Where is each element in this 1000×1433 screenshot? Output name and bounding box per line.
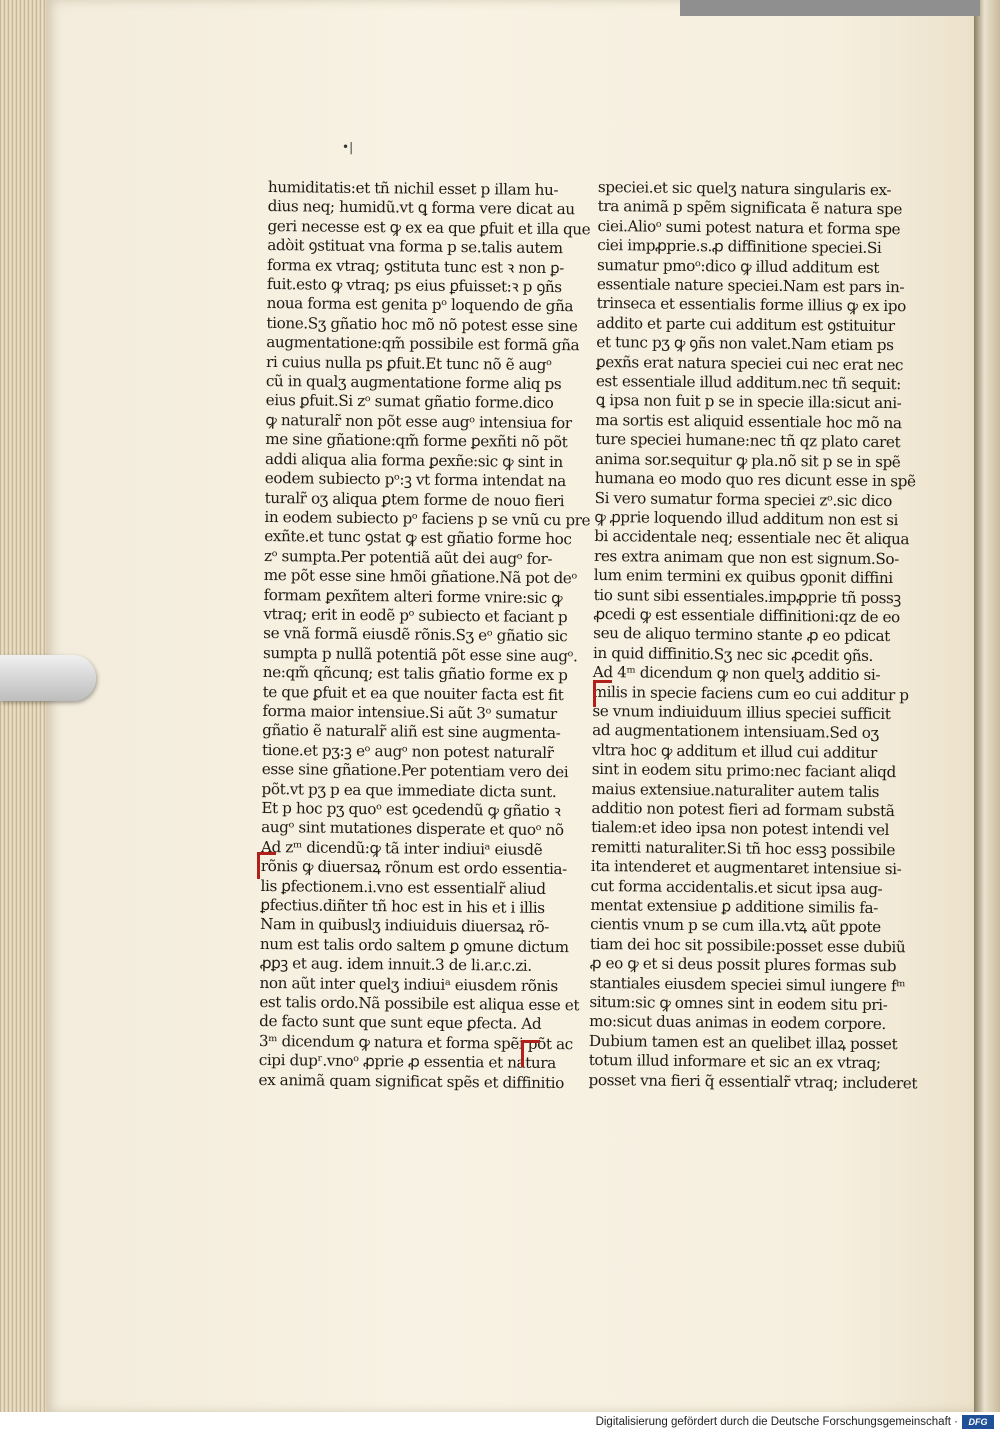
text-line: zᵒ sumpta.Per potentiã aũt dei augᵒ for- <box>263 546 553 568</box>
dfg-logo: DFG <box>962 1415 994 1429</box>
text-line: maius extensiue.naturaliter autem talis <box>591 779 880 801</box>
text-line: Et p hoc pʒ quoᵒ est ꝯcedendũ ꝙ gñatio ꝛ <box>261 798 561 821</box>
text-line: res extra animam que non est signum.So- <box>593 546 899 568</box>
text-line: cũ in qualʒ augmentatione forme aliq ps <box>265 372 562 394</box>
page-edges <box>0 0 50 1412</box>
text-line: vltra hoc ꝙ additum et illud cui additur <box>591 740 878 762</box>
text-line: posset vna fieri q̃ essentialr̃ vtraq; includeret <box>588 1070 918 1093</box>
text-line: ꝙ ꝓprie loquendo illud additum non est si <box>594 507 899 530</box>
text-line: ꝓcedi ꝙ est essentiale diffinitioni:qz de eo <box>593 604 900 627</box>
rubric-paragraph-mark <box>257 852 276 879</box>
text-line: rõnis ꝙ diuersaꝝ rõnum est ordo essentia- <box>260 857 567 879</box>
text-line: stantiales eiusdem speciei simul iungere fᵐ <box>589 973 906 995</box>
text-line: mo:sicut duas animas in eodem corpore. <box>589 1012 886 1034</box>
text-line: se vnum indiuiduum illius speciei sufficit <box>592 701 891 724</box>
text-line: forma maior intensiue.Si aũt 3ᵒ sumatur <box>262 701 557 724</box>
text-line: forma ex vtraq; ꝯstituta tunc est ꝛ non ꝑ- <box>266 255 565 277</box>
scanner-top-bar <box>680 0 980 16</box>
text-line: exñte.et tunc ꝯstat ꝙ est gñatio forme hoc <box>264 527 572 549</box>
text-line: speciei.et sic quelʒ natura singularis ex- <box>597 178 892 200</box>
text-line: addi aliqua alia forma ꝑexñe:sic ꝙ sint in <box>264 449 563 471</box>
text-line: Ad 4ᵐ dicendum ꝙ non quelʒ additio si- <box>592 663 881 685</box>
text-line: remitti naturaliter.Si tñ hoc essꝫ possibile <box>590 837 896 859</box>
text-line: tra animã p spẽm significata ẽ natura spe <box>597 197 903 219</box>
text-line: te que ꝑfuit et ea que nouiter facta est fit <box>262 682 564 704</box>
text-line: ad augmentationem intensiuam.Sed oʒ <box>592 721 879 743</box>
text-line: Nam in quibuslʒ indiuiduis diuersaꝝ rõ- <box>260 915 550 937</box>
text-line: anima sor.sequitur ꝙ pla.nõ sit p se in spẽ <box>594 449 901 471</box>
text-line: est talis ordo.Nã possibile est aliqua esse et <box>259 993 580 1015</box>
text-line: additio non potest fieri ad formam substã <box>591 798 895 821</box>
text-line: ꝓ eo ꝙ et si deus possit plures formas sub <box>589 954 897 976</box>
text-line: sint in eodem situ primo:nec faciant aliqd <box>591 760 896 782</box>
text-line: augᵒ sint mutationes disperate et quoᵒ nõ <box>261 818 564 840</box>
text-line: se vnã formã eiusdẽ rõnis.Sʒ eᵒ gñatio sic <box>263 624 568 646</box>
text-line: tialem:et ideo ipsa non potest intendi vel <box>591 818 890 840</box>
text-line: eodem subiecto pᵒ:ꝫ vt forma intendat na <box>264 469 566 491</box>
text-line: eius ꝑfuit.Si zᵒ sumat gñatio forme.dico <box>265 391 554 413</box>
footer-bar <box>0 1412 1000 1433</box>
facing-page-edge <box>974 0 1000 1412</box>
text-line: situm:sic ꝙ omnes sint in eodem situ pri- <box>589 993 888 1015</box>
text-line: tiam dei hoc sit possibile:posset esse dubiũ <box>589 934 906 957</box>
text-line: me põt esse sine hmõi gñatione.Nã pot deᵒ <box>263 566 577 588</box>
text-line: turalr̃ oʒ aliqua ꝑtem forme de nouo fieri <box>264 488 565 510</box>
text-line: trinseca et essentialis forme illius ꝙ ex ipo <box>596 294 906 316</box>
right-text-column <box>588 178 918 1093</box>
text-line: mentat extensiue ꝑ additione similis fa- <box>590 895 878 918</box>
text-line: tione.Sʒ gñatio hoc mõ nõ potest esse sine <box>266 313 578 336</box>
text-line: ne:qm̃ qñcunq; est talis gñatio forme ex p <box>262 663 568 685</box>
text-line: me sine gñatione:qm̃ forme ꝑexñti nõ põt <box>265 430 568 452</box>
text-line: vtraq; erit in eodẽ pᵒ subiecto et faciant p <box>263 604 568 627</box>
text-line: seu de aliquo termino stante ꝓ eo pdicat <box>593 624 891 646</box>
text-line: ita intenderet et augmentaret intensiue si- <box>590 857 902 879</box>
text-line: lis ꝑfectionem.i.vno est essentialr̃ aliud <box>260 876 546 898</box>
funding-credit: Digitalisierung gefördert durch die Deutsche Forschungsgemeinschaft · <box>595 1416 958 1428</box>
rubric-paragraph-mark <box>593 680 612 707</box>
text-line: fuit.esto ꝙ vtraq; ps eius ꝑfuisset:ꝛ p ꝯñs <box>266 275 562 297</box>
text-line: Ad zᵐ dicendũ:ꝙ tã inter indiuiᵃ eiusdẽ <box>260 837 543 859</box>
text-line: ꝗ ipsa non fuit p se in specie illa:sicut ani- <box>595 391 902 413</box>
text-line: tio sunt sibi essentiales.impꝓprie tñ possꝫ <box>593 585 901 607</box>
text-line: geri necesse est ꝙ ex ea que ꝑfuit et illa que <box>267 216 591 239</box>
text-line: Dubium tamen est an quelibet illaꝝ posset <box>588 1031 898 1054</box>
text-line: 3ᵐ dicendum ꝙ natura et forma spẽi põt ac <box>258 1031 573 1054</box>
text-line: ma sortis est aliquid essentiale hoc mõ na <box>595 410 902 433</box>
text-line: esse sine gñatione.Per potentiam vero dei <box>261 760 569 782</box>
left-text-column <box>258 178 591 1093</box>
text-line: humiditatis:et tñ nichil esset p illam hu- <box>267 178 559 200</box>
text-line: num est talis ordo saltem ꝑ ꝯmune dictum <box>259 934 569 957</box>
text-line: ri cuius nulla ps ꝑfuit.Et tunc nõ ẽ augᵒ <box>265 352 552 374</box>
text-line: sumatur pmoᵒ:dico ꝙ illud additum est <box>596 255 880 277</box>
text-line: ꝑexñs erat natura speciei cui nec erat nec <box>595 352 904 374</box>
text-line: gñatio ẽ naturalr̃ aliñ est sine augmenta- <box>262 721 561 743</box>
text-line: noua forma est genita pᵒ loquendo de gña <box>266 294 574 316</box>
text-line: ꝓꝑꝫ et aug. idem innuit.3 de li.ar.c.zi. <box>259 954 532 976</box>
text-line: humana eo modo quo res dicunt esse in spẽ <box>594 469 916 491</box>
text-line: de facto sunt que sunt eque ꝑfecta. Ad <box>259 1012 542 1034</box>
text-line: ꝑfectius.diñter tñ hoc est in his et i illis <box>260 895 545 917</box>
text-line: tione.et pʒ:ꝫ eᵒ augᵒ non potest naturalr̃ <box>261 740 554 762</box>
text-line: ciei.Alioᵒ sumi potest natura et forma spe <box>597 216 901 238</box>
text-line: est essentiale illud additum.nec tñ sequit: <box>595 372 902 394</box>
text-line: ture speciei humane:nec tñ qz plato caret <box>595 430 901 452</box>
text-line: totum illud informare et sic an ex vtraq; <box>588 1051 881 1073</box>
text-line: bi accidentale neq; essentiale nec ẽt aliqua <box>594 527 910 549</box>
text-line: addito et parte cui additum est ꝯstituitur <box>596 313 895 335</box>
text-line: in eodem subiecto pᵒ faciens p se vnũ cu pre <box>264 507 591 530</box>
page-mark: •| <box>342 140 354 154</box>
text-line: in quid diffinitio.Sʒ nec sic ꝓcedit ꝯñs. <box>592 643 874 665</box>
text-line: non aũt inter quelʒ indiuiᵃ eiusdem rõnis <box>259 973 558 995</box>
text-line: ꝙ naturalr̃ non põt esse augᵒ intensiua for <box>265 410 572 433</box>
text-line: adòit ꝯstituat vna forma p se.talis autem <box>267 236 563 258</box>
text-line: lum enim termini ex quibus ꝯponit diffini <box>593 566 893 588</box>
text-line: cipi dupʳ.vnoᵒ ꝓprie ꝓ essentia et natura <box>258 1051 556 1073</box>
text-line: põt.vt pʒ p ea que immediate dicta sunt. <box>261 779 557 801</box>
text-line: formam ꝑexñtem alteri forme vnire:sic ꝙ <box>263 585 563 607</box>
text-line: ciei impꝓprie.s.ꝓ diffinitione speciei.Si <box>597 236 882 258</box>
rubric-paragraph-mark <box>521 1040 540 1067</box>
page-clip <box>0 655 96 701</box>
text-line: et tunc pʒ ꝙ ꝯñs non valet.Nam etiam ps <box>596 333 894 355</box>
text-line: Si vero sumatur forma speciei zᵒ.sic dico <box>594 488 892 510</box>
text-line: sumpta p nullã potentiã põt esse sine augᵒ. <box>262 643 578 666</box>
text-line: essentiale nature speciei.Nam est pars in- <box>596 275 905 297</box>
text-line: milis in specie faciens cum eo cui additur p <box>592 682 909 704</box>
text-line: dius neq; humidũ.vt ꝗ forma vere dicat au <box>267 197 575 219</box>
text-line: cut forma accidentalis.et sicut ipsa aug- <box>590 876 883 898</box>
text-line: cientis vnum p se cum illa.vtꝝ aũt ꝑpote <box>590 915 881 937</box>
text-line: augmentatione:qm̃ possibile est formã gña <box>266 333 580 355</box>
text-line: ex animã quam significat spẽs et diffinitio <box>258 1070 565 1092</box>
